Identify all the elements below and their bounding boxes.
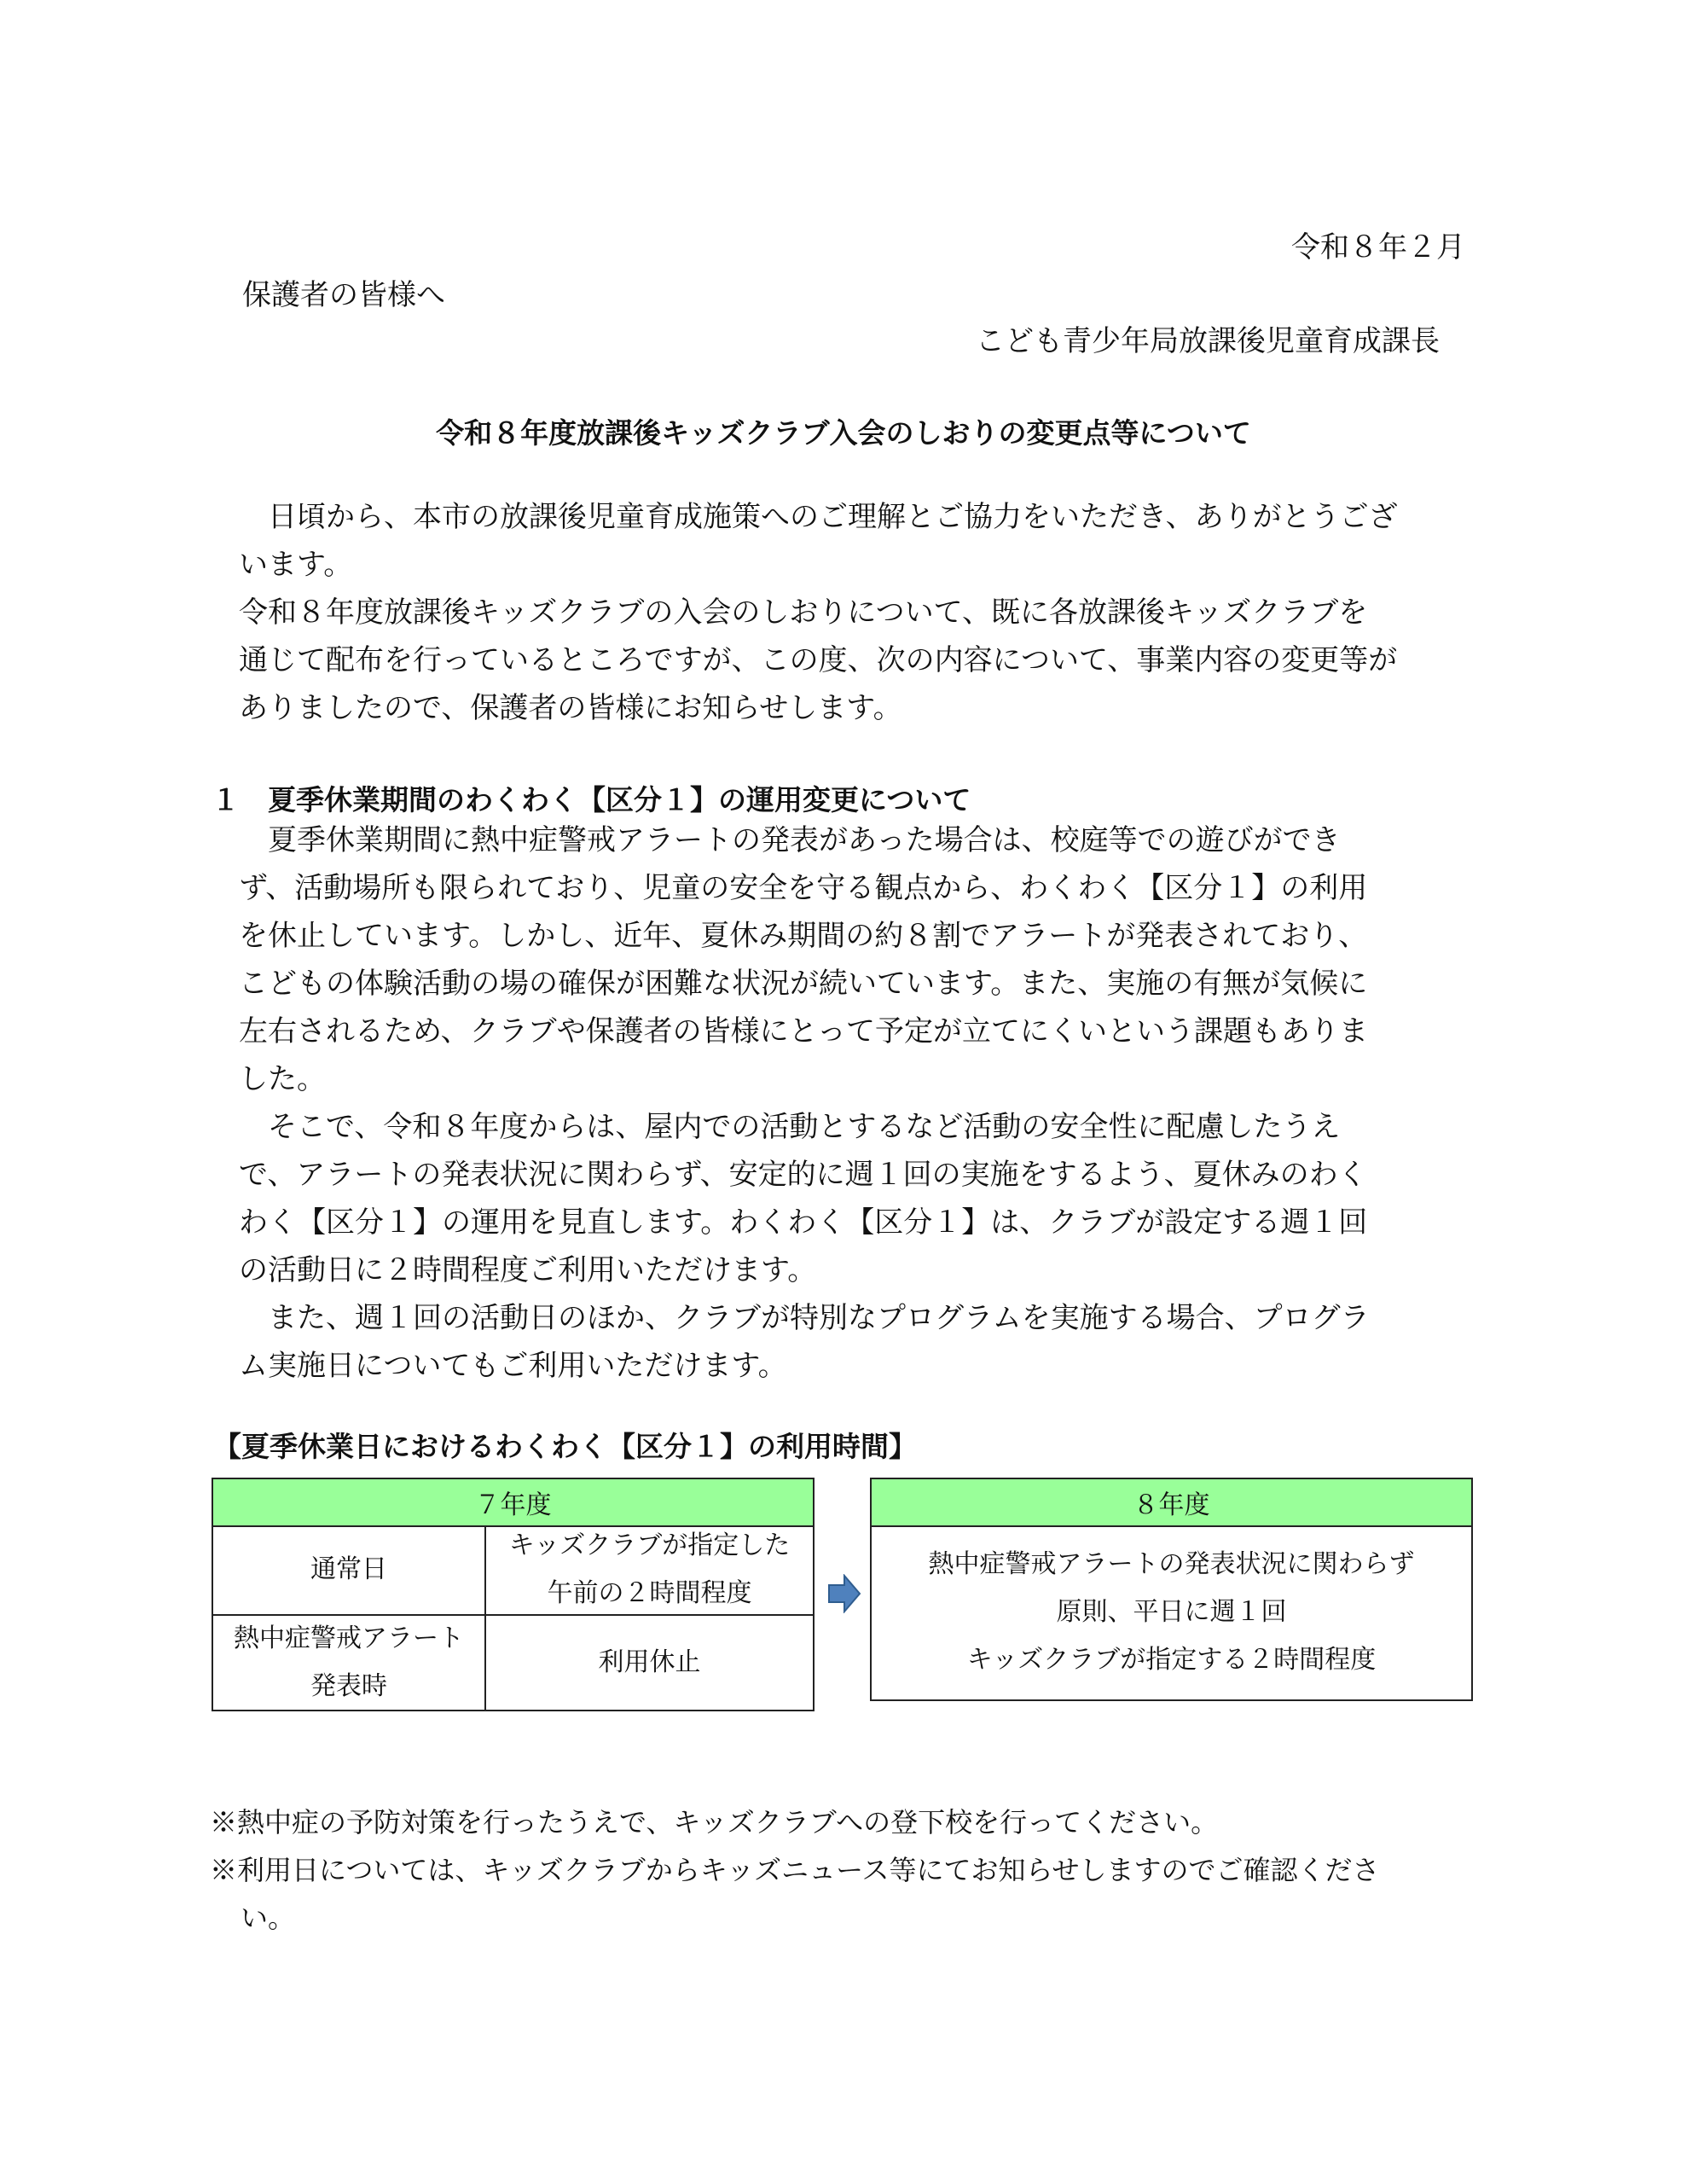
table-cell-normal-day-time xyxy=(486,1525,813,1616)
section-line: ず、活動場所も限られており、児童の安全を守る観点から、わくわく【区分１】の利用 xyxy=(239,871,1368,905)
cell-text: 発表時 xyxy=(310,1671,387,1701)
note-item: ※利用日については、キッズクラブからキッズニュース等にてお知らせしますのでご確認くださ xyxy=(210,1854,1380,1886)
notes xyxy=(210,1798,1380,1942)
cell-text: キッズクラブが指定した xyxy=(508,1531,791,1560)
section-line: 夏季休業期間に熱中症警戒アラートの発表があった場合は、校庭等での遊びができ xyxy=(239,823,1341,857)
table-cell-normal-day xyxy=(213,1525,486,1616)
intro-line: 通じて配布を行っているところですが、この度、次の内容について、事業内容の変更等が xyxy=(239,643,1398,677)
section-line: した。 xyxy=(239,1062,326,1096)
cell-text: 熱中症警戒アラート xyxy=(234,1623,464,1653)
section-line: また、週１回の活動日のほか、クラブが特別なプログラムを実施する場合、プログラ xyxy=(239,1301,1370,1335)
section-line: わく【区分１】の運用を見直します。わくわく【区分１】は、クラブが設定する週１回 xyxy=(239,1205,1368,1240)
intro-line: 日頃から、本市の放課後児童育成施策へのご理解とご協力をいただき、ありがとうござ xyxy=(239,500,1398,534)
table-fy8 xyxy=(870,1478,1473,1701)
intro-line: 令和８年度放課後キッズクラブの入会のしおりについて、既に各放課後キッズクラブを xyxy=(239,595,1368,630)
cell-text: 利用休止 xyxy=(598,1647,701,1677)
section-line: ム実施日についてもご利用いただけます。 xyxy=(239,1349,787,1383)
table-cell-alert-day xyxy=(213,1616,486,1710)
note-item-continued: い。 xyxy=(241,1902,296,1934)
cell-text: 原則、平日に週１回 xyxy=(1056,1597,1287,1627)
section-line: の活動日に２時間程度ご利用いただけます。 xyxy=(239,1253,817,1287)
table-fy7 xyxy=(212,1478,815,1711)
section-line: を休止しています。しかし、近年、夏休み期間の約８割でアラートが発表されており、 xyxy=(239,919,1368,953)
document-title: 令和８年度放課後キッズクラブ入会のしおりの変更点等について xyxy=(436,416,1251,450)
table-cell-alert-day-status xyxy=(486,1616,813,1710)
addressee: 保護者の皆様へ xyxy=(242,278,445,312)
sender: こども青少年局放課後児童育成課長 xyxy=(976,324,1440,358)
cell-text: キッズクラブが指定する２時間程度 xyxy=(966,1645,1377,1675)
section-heading: １ 夏季休業期間のわくわく【区分１】の運用変更について xyxy=(212,783,971,816)
document-date: 令和８年２月 xyxy=(1291,230,1465,264)
section-line: で、アラートの発表状況に関わらず、安定的に週１回の実施をするよう、夏休みのわく xyxy=(239,1158,1367,1192)
cell-text: 熱中症警戒アラートの発表状況に関わらず xyxy=(928,1549,1415,1579)
intro-paragraph xyxy=(239,493,1398,732)
note-item: ※熱中症の予防対策を行ったうえで、キッズクラブへの登下校を行ってください。 xyxy=(210,1806,1219,1838)
intro-line: ありましたので、保護者の皆様にお知らせします。 xyxy=(239,691,902,725)
table-fy8-header: ８年度 xyxy=(872,1479,1471,1527)
intro-line: います。 xyxy=(239,548,353,582)
table-fy7-header: ７年度 xyxy=(213,1479,813,1527)
comparison-heading: 【夏季休業日におけるわくわく【区分１】の利用時間】 xyxy=(213,1430,917,1463)
section-line: そこで、令和８年度からは、屋内での活動とするなど活動の安全性に配慮したうえ xyxy=(239,1110,1341,1144)
cell-text: 午前の２時間程度 xyxy=(547,1578,752,1608)
cell-text: 通常日 xyxy=(310,1554,387,1584)
section-line: こどもの体験活動の場の確保が困難な状況が続いています。また、実施の有無が気候に xyxy=(239,967,1368,1001)
table-fy8-body xyxy=(872,1525,1471,1699)
right-arrow-icon xyxy=(827,1574,861,1613)
section-body xyxy=(239,816,1370,1390)
section-line: 左右されるため、クラブや保護者の皆様にとって予定が立てにくいという課題もありま xyxy=(239,1014,1368,1048)
